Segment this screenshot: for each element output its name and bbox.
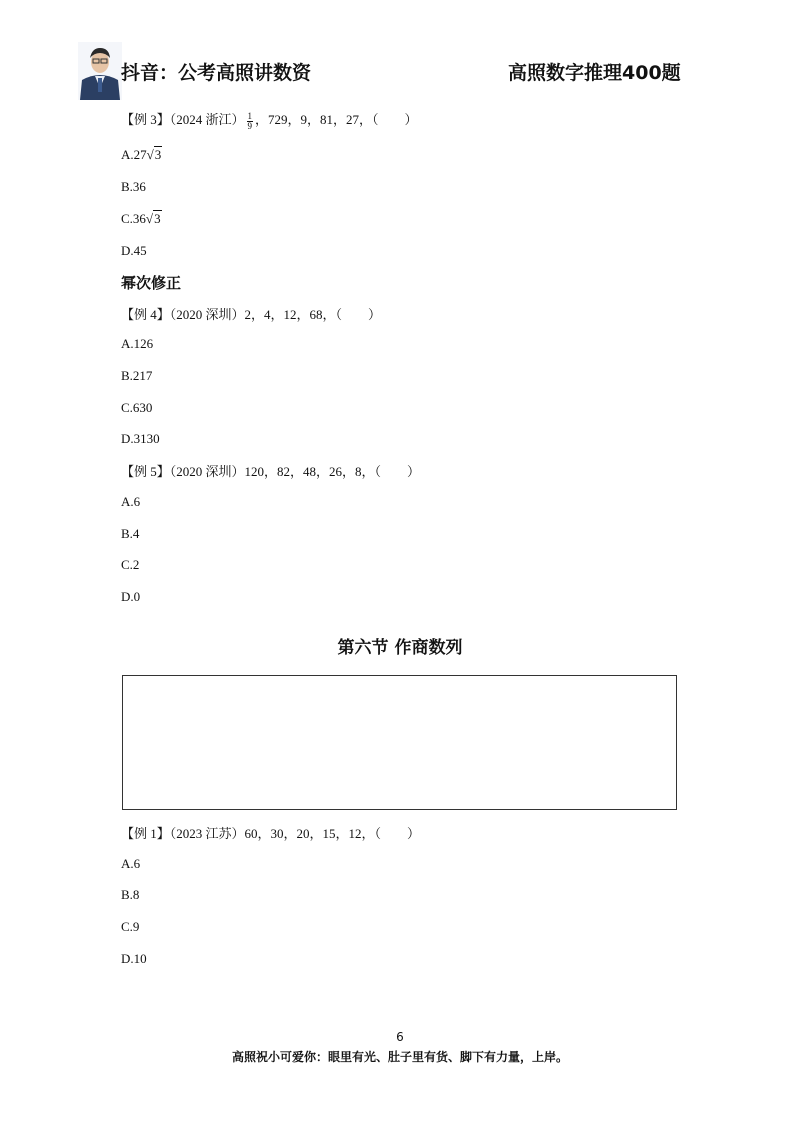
notes-box xyxy=(122,675,677,810)
question-ex1: 【例 1】（2023 江苏）60，30，20，15，12，（ ） xyxy=(121,826,421,841)
question-ex3 xyxy=(121,109,418,131)
section-heading: 幂次修正 xyxy=(121,274,182,292)
option-a: A.126 xyxy=(121,336,154,351)
option-d: D.10 xyxy=(121,951,147,966)
chapter-title: 第六节 作商数列 xyxy=(337,638,463,658)
question-ex4: 【例 4】（2020 深圳）2，4，12，68，（ ） xyxy=(121,307,382,322)
header-title: 高照数字推理400题 xyxy=(508,62,681,84)
option-c: C.2 xyxy=(121,557,140,572)
author-avatar xyxy=(78,42,122,100)
sqrt-sign: √3 xyxy=(145,211,161,226)
option-c: C.630 xyxy=(121,400,153,415)
fraction: $\frac{1}{9}$ xyxy=(247,110,253,131)
question-ex5: 【例 5】（2020 深圳）120，82，48，26，8，（ ） xyxy=(121,464,421,479)
sqrt-sign: √3 xyxy=(146,147,162,162)
option-d: D.0 xyxy=(121,589,141,604)
question-ex3-sequence: ，729，9，81，27，（ ） xyxy=(255,112,418,127)
question-ex3-label: 【例 3】（2024 浙江） xyxy=(121,112,245,127)
author-photo-icon xyxy=(78,42,122,100)
option-d: D.3130 xyxy=(121,431,160,446)
option-b: B.36 xyxy=(121,179,146,194)
option-a: A.6 xyxy=(121,494,141,509)
option-a: A.6 xyxy=(121,856,141,871)
footer-slogan: 高照祝小可爱你：眼里有光、肚子里有货、脚下有力量，上岸。 xyxy=(231,1050,568,1064)
header-channel: 抖音：公考高照讲数资 xyxy=(121,62,312,84)
option-b: B.217 xyxy=(121,368,153,383)
option-b: B.8 xyxy=(121,887,140,902)
page-number: 6 xyxy=(396,1030,404,1044)
option-c: C.9 xyxy=(121,919,140,934)
option-d: D.45 xyxy=(121,243,147,258)
option-c: C.36√3 xyxy=(121,211,161,226)
option-a: A.27√3 xyxy=(121,147,162,162)
option-b: B.4 xyxy=(121,526,140,541)
